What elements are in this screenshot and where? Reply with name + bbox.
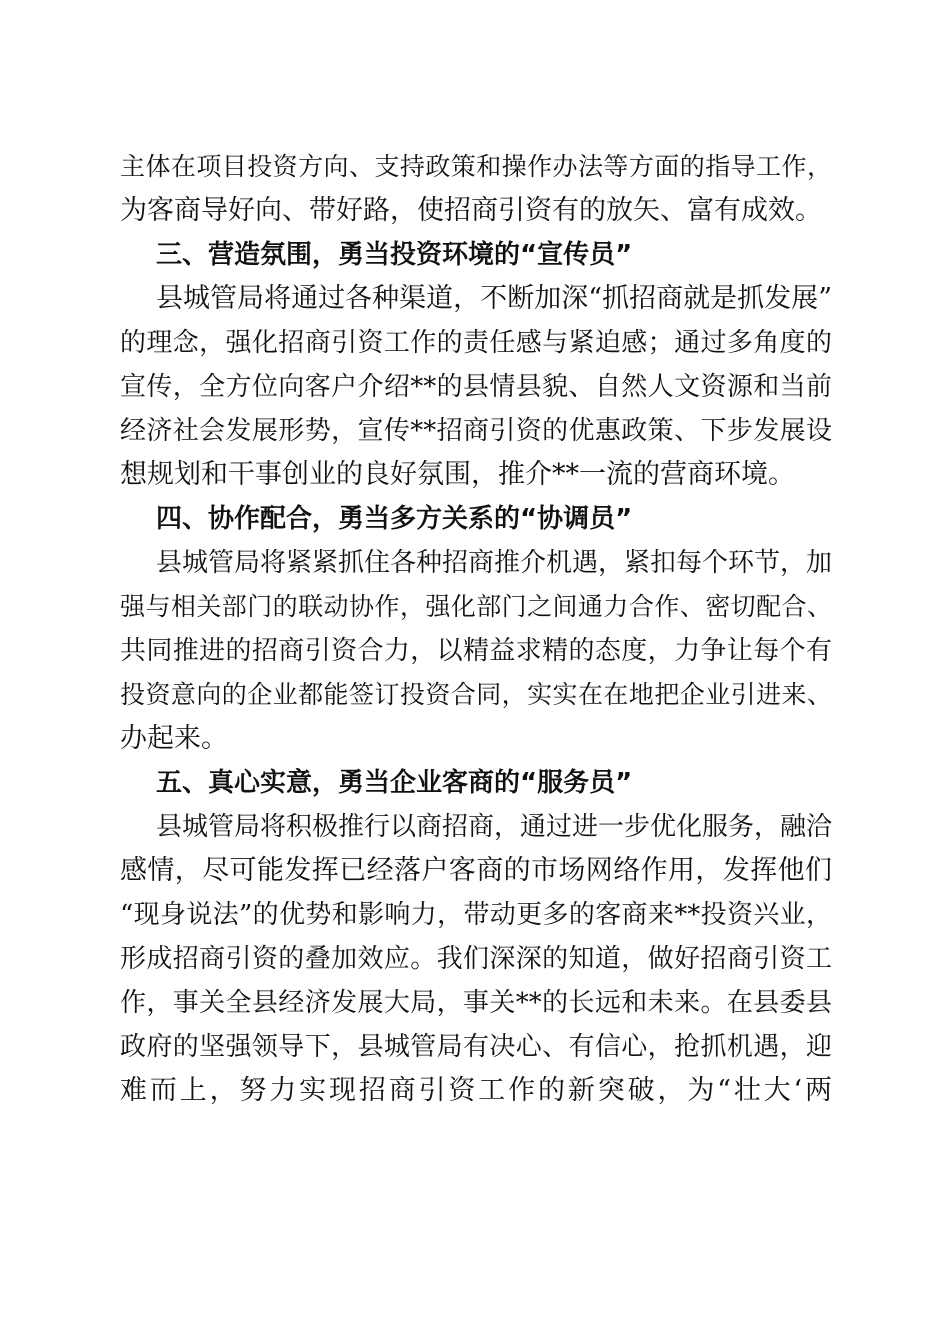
body-line: 为客商导好向、带好路，使招商引资有的放矢、富有成效。 — [120, 195, 822, 226]
body-line: 投资意向的企业都能签订投资合同，实实在在地把企业引进来、 — [120, 680, 832, 709]
body-line: 经济社会发展形势，宣传**招商引资的优惠政策、下步发展设 — [120, 416, 832, 446]
body-line: 主体在项目投资方向、支持政策和操作办法等方面的指导工作， — [120, 152, 832, 181]
body-line: 县城管局将通过各种渠道，不断加深“抓招商就是抓发展” — [156, 283, 832, 314]
body-line: 县城管局将紧紧抓住各种招商推介机遇，紧扣每个环节，加 — [156, 548, 833, 578]
body-line: “现身说法”的优势和影响力，带动更多的客商来**投资兴业， — [120, 900, 832, 930]
body-line: 共同推进的招商引资合力，以精益求精的态度，力争让每个有 — [120, 636, 832, 666]
body-line: 形成招商引资的叠加效应。我们深深的知道，做好招商引资工 — [120, 944, 832, 974]
body-line: 难而上，努力实现招商引资工作的新突破，为“壮大‘两 — [120, 1075, 832, 1106]
body-line: 强与相关部门的联动协作，强化部门之间通力合作、密切配合、 — [120, 592, 832, 621]
body-line: 的理念，强化招商引资工作的责任感与紧迫感；通过多角度的 — [120, 328, 832, 358]
body-line: 政府的坚强领导下，县城管局有决心、有信心，抢抓机遇，迎 — [120, 1032, 832, 1062]
body-line: 感情，尽可能发挥已经落户客商的市场网络作用，发挥他们 — [120, 855, 832, 886]
section-heading-3: 三、营造氛围，勇当投资环境的“宣传员” — [156, 240, 633, 270]
section-heading-4: 四、协作配合，勇当多方关系的“协调员” — [156, 504, 633, 534]
section-heading-5: 五、真心实意，勇当企业客商的“服务员” — [156, 768, 633, 798]
body-line: 想规划和干事创业的良好氛围，推介**一流的营商环境。 — [120, 459, 795, 490]
body-line: 宣传，全方位向客户介绍**的县情县貌、自然人文资源和当前 — [120, 372, 832, 402]
body-line: 作，事关全县经济发展大局，事关**的长远和未来。在县委县 — [120, 988, 832, 1018]
body-line: 办起来。 — [120, 723, 228, 754]
body-line: 县城管局将积极推行以商招商，通过进一步优化服务，融洽 — [156, 812, 833, 842]
